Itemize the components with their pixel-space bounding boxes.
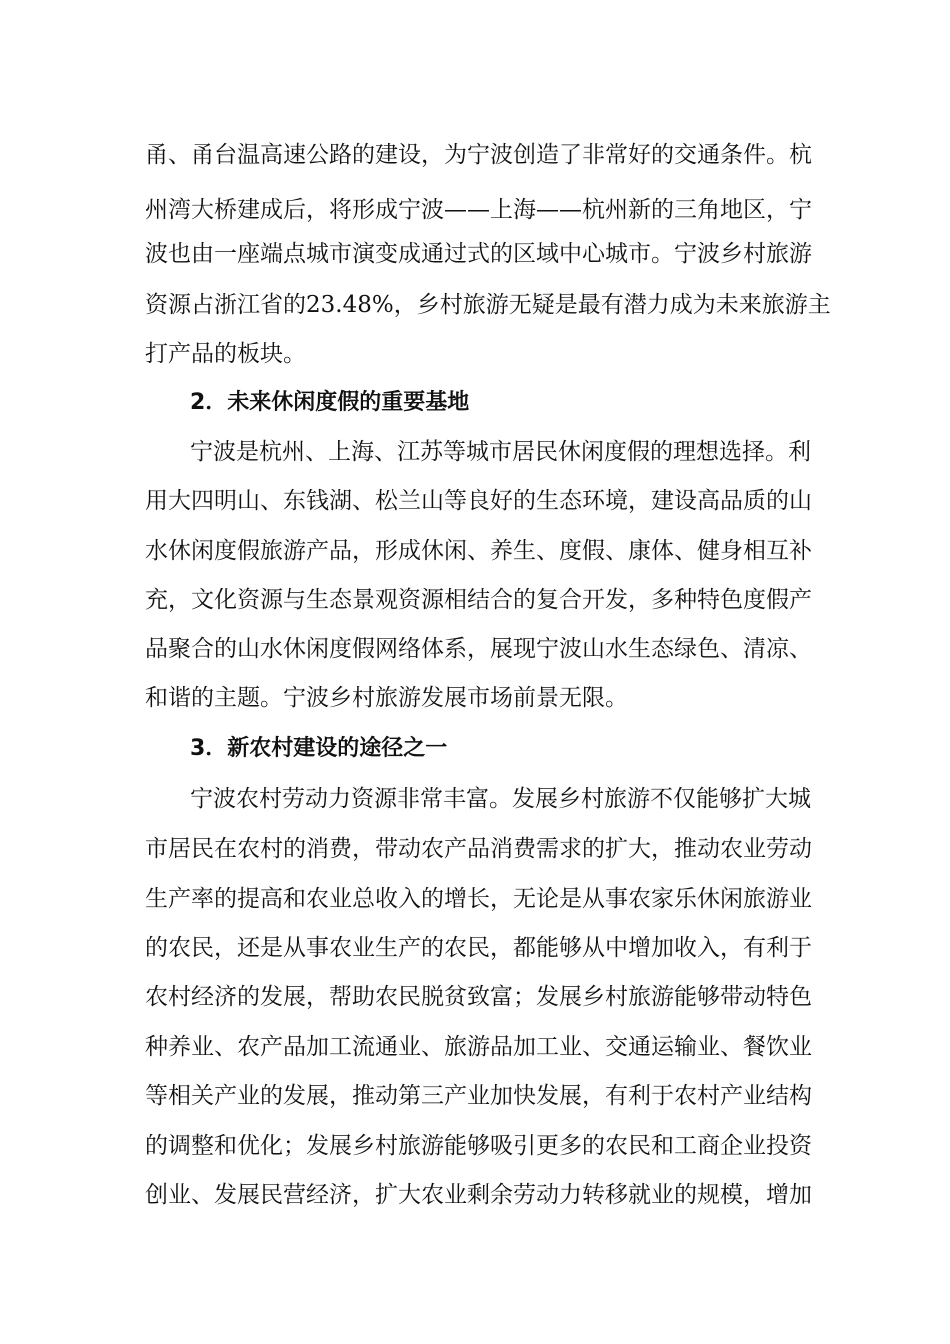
section-heading: 3．新农村建设的途径之一 (190, 736, 448, 761)
paragraph-line: 种养业、农产品加工流通业、旅游品加工业、交通运输业、餐饮业 (145, 1034, 812, 1060)
paragraph-line: 的调整和优化；发展乡村旅游能够吸引更多的农民和工商企业投资 (145, 1133, 812, 1159)
paragraph-line: 宁波是杭州、上海、江苏等城市居民休闲度假的理想选择。利 (190, 439, 811, 465)
section-heading: 2．未来休闲度假的重要基地 (190, 390, 470, 415)
paragraph-line: 水休闲度假旅游产品，形成休闲、养生、度假、康体、健身相互补 (145, 538, 812, 564)
paragraph-line: 市居民在农村的消费，带动农产品消费需求的扩大，推动农业劳动 (145, 836, 812, 862)
paragraph-line: 等相关产业的发展，推动第三产业加快发展，有利于农村产业结构 (145, 1083, 812, 1109)
paragraph-line: 和谐的主题。宁波乡村旅游发展市场前景无限。 (145, 685, 628, 711)
paragraph-line: 甬、甬台温高速公路的建设，为宁波创造了非常好的交通条件。杭 (145, 142, 812, 168)
paragraph-line: 创业、发展民营经济，扩大农业剩余劳动力转移就业的规模，增加 (145, 1182, 812, 1208)
paragraph-line: 资源占浙江省的23.48%，乡村旅游无疑是最有潜力成为未来旅游主 (145, 292, 831, 318)
paragraph-line: 用大四明山、东钱湖、松兰山等良好的生态环境，建设高品质的山 (145, 488, 812, 514)
paragraph-line: 打产品的板块。 (145, 341, 306, 367)
paragraph-line: 波也由一座端点城市演变成通过式的区域中心城市。宁波乡村旅游 (145, 241, 812, 267)
paragraph-line: 生产率的提高和农业总收入的增长，无论是从事农家乐休闲旅游业 (145, 886, 812, 912)
paragraph-line: 品聚合的山水休闲度假网络体系，展现宁波山水生态绿色、清凉、 (145, 636, 812, 662)
paragraph-line: 宁波农村劳动力资源非常丰富。发展乡村旅游不仅能够扩大城 (190, 786, 811, 812)
paragraph-line: 农村经济的发展，帮助农民脱贫致富；发展乡村旅游能够带动特色 (145, 984, 812, 1010)
paragraph-line: 充，文化资源与生态景观资源相结合的复合开发，多种特色度假产 (145, 587, 812, 613)
paragraph-line: 的农民，还是从事农业生产的农民，都能够从中增加收入，有利于 (145, 935, 812, 961)
paragraph-line: 州湾大桥建成后，将形成宁波——上海——杭州新的三角地区，宁 (145, 197, 812, 223)
